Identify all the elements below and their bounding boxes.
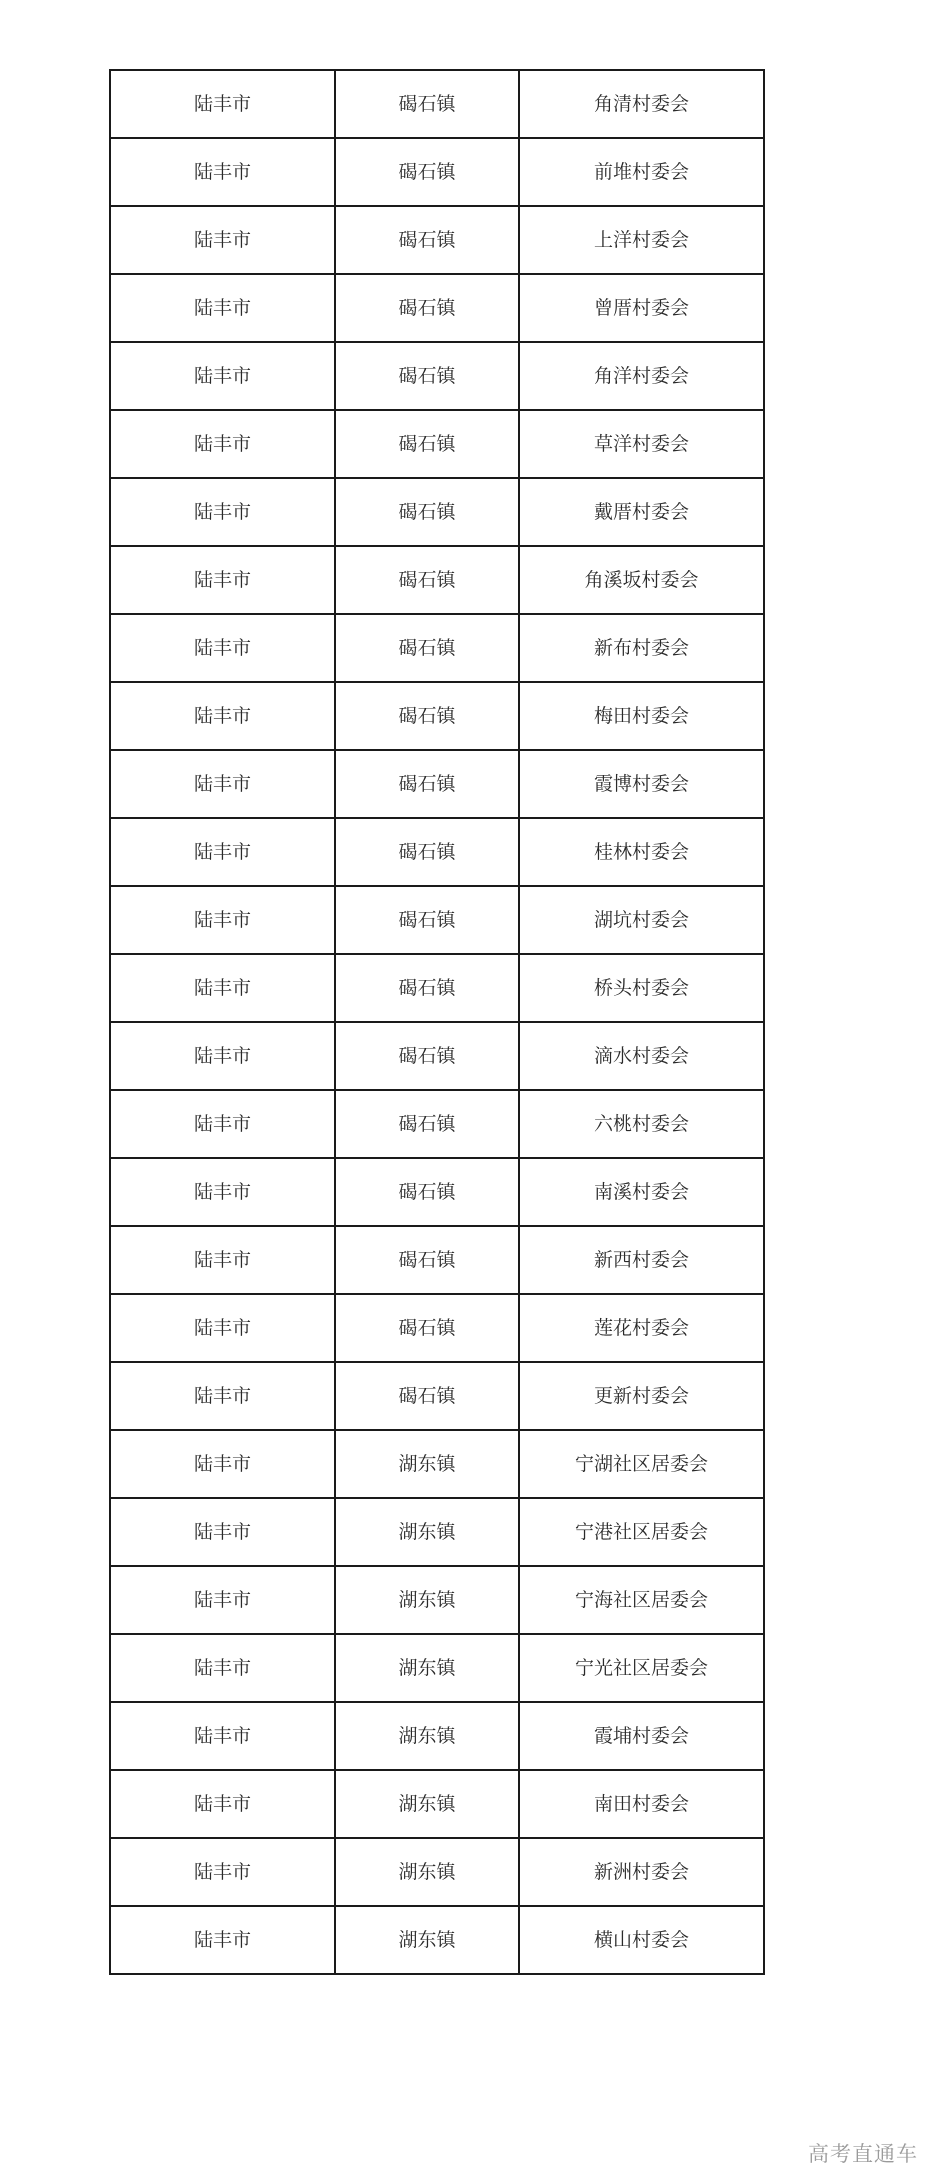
committee-cell: 宁湖社区居委会 (519, 1430, 764, 1498)
table-row (110, 1226, 764, 1294)
committee-cell: 草洋村委会 (519, 410, 764, 478)
committee-cell: 更新村委会 (519, 1362, 764, 1430)
town-cell: 碣石镇 (335, 70, 519, 138)
town-cell: 碣石镇 (335, 1022, 519, 1090)
table-row (110, 1770, 764, 1838)
town-cell: 碣石镇 (335, 750, 519, 818)
committee-cell: 宁港社区居委会 (519, 1498, 764, 1566)
town-cell: 碣石镇 (335, 138, 519, 206)
city-cell: 陆丰市 (110, 818, 335, 886)
city-cell: 陆丰市 (110, 614, 335, 682)
committee-cell: 宁海社区居委会 (519, 1566, 764, 1634)
town-cell: 碣石镇 (335, 886, 519, 954)
city-cell: 陆丰市 (110, 1294, 335, 1362)
city-cell: 陆丰市 (110, 1702, 335, 1770)
city-cell: 陆丰市 (110, 1498, 335, 1566)
city-cell: 陆丰市 (110, 886, 335, 954)
committee-cell: 横山村委会 (519, 1906, 764, 1974)
town-cell: 碣石镇 (335, 546, 519, 614)
table-row (110, 1430, 764, 1498)
city-cell: 陆丰市 (110, 342, 335, 410)
town-cell: 湖东镇 (335, 1838, 519, 1906)
town-cell: 碣石镇 (335, 410, 519, 478)
committee-cell: 前堆村委会 (519, 138, 764, 206)
town-cell: 碣石镇 (335, 342, 519, 410)
village-committee-table (109, 69, 765, 1975)
city-cell: 陆丰市 (110, 1226, 335, 1294)
town-cell: 碣石镇 (335, 1226, 519, 1294)
town-cell: 湖东镇 (335, 1634, 519, 1702)
town-cell: 碣石镇 (335, 614, 519, 682)
table-row (110, 1294, 764, 1362)
table-row (110, 750, 764, 818)
table-row (110, 1090, 764, 1158)
committee-cell: 上洋村委会 (519, 206, 764, 274)
committee-cell: 新西村委会 (519, 1226, 764, 1294)
table-row (110, 1022, 764, 1090)
table-row (110, 614, 764, 682)
committee-cell: 角溪坂村委会 (519, 546, 764, 614)
city-cell: 陆丰市 (110, 1430, 335, 1498)
city-cell: 陆丰市 (110, 546, 335, 614)
table-row (110, 1702, 764, 1770)
table-row (110, 478, 764, 546)
city-cell: 陆丰市 (110, 682, 335, 750)
town-cell: 碣石镇 (335, 206, 519, 274)
town-cell: 湖东镇 (335, 1430, 519, 1498)
town-cell: 湖东镇 (335, 1770, 519, 1838)
committee-cell: 新洲村委会 (519, 1838, 764, 1906)
city-cell: 陆丰市 (110, 410, 335, 478)
city-cell: 陆丰市 (110, 138, 335, 206)
table-row (110, 274, 764, 342)
city-cell: 陆丰市 (110, 1566, 335, 1634)
committee-cell: 南田村委会 (519, 1770, 764, 1838)
town-cell: 碣石镇 (335, 1090, 519, 1158)
town-cell: 碣石镇 (335, 682, 519, 750)
watermark-text: 高考直通车 (808, 2142, 918, 2166)
table-row (110, 138, 764, 206)
city-cell: 陆丰市 (110, 1838, 335, 1906)
city-cell: 陆丰市 (110, 954, 335, 1022)
town-cell: 碣石镇 (335, 478, 519, 546)
town-cell: 湖东镇 (335, 1566, 519, 1634)
table-row (110, 818, 764, 886)
committee-cell: 曾厝村委会 (519, 274, 764, 342)
table-row (110, 1498, 764, 1566)
committee-cell: 梅田村委会 (519, 682, 764, 750)
committee-cell: 新布村委会 (519, 614, 764, 682)
city-cell: 陆丰市 (110, 274, 335, 342)
committee-cell: 滴水村委会 (519, 1022, 764, 1090)
town-cell: 碣石镇 (335, 818, 519, 886)
town-cell: 碣石镇 (335, 954, 519, 1022)
town-cell: 碣石镇 (335, 1362, 519, 1430)
town-cell: 碣石镇 (335, 1158, 519, 1226)
city-cell: 陆丰市 (110, 70, 335, 138)
city-cell: 陆丰市 (110, 1158, 335, 1226)
table-row (110, 1566, 764, 1634)
town-cell: 碣石镇 (335, 1294, 519, 1362)
committee-cell: 宁光社区居委会 (519, 1634, 764, 1702)
table-row (110, 954, 764, 1022)
city-cell: 陆丰市 (110, 1090, 335, 1158)
city-cell: 陆丰市 (110, 750, 335, 818)
city-cell: 陆丰市 (110, 1634, 335, 1702)
committee-cell: 角洋村委会 (519, 342, 764, 410)
committee-cell: 霞埔村委会 (519, 1702, 764, 1770)
town-cell: 湖东镇 (335, 1906, 519, 1974)
table-row (110, 682, 764, 750)
city-cell: 陆丰市 (110, 478, 335, 546)
table-row (110, 70, 764, 138)
table-row (110, 886, 764, 954)
committee-cell: 桥头村委会 (519, 954, 764, 1022)
table-row (110, 546, 764, 614)
table-row (110, 206, 764, 274)
committee-cell: 戴厝村委会 (519, 478, 764, 546)
table-row (110, 1838, 764, 1906)
table-row (110, 1362, 764, 1430)
city-cell: 陆丰市 (110, 206, 335, 274)
table-row (110, 1634, 764, 1702)
table-row (110, 1158, 764, 1226)
city-cell: 陆丰市 (110, 1906, 335, 1974)
table-row (110, 410, 764, 478)
city-cell: 陆丰市 (110, 1362, 335, 1430)
committee-cell: 桂林村委会 (519, 818, 764, 886)
city-cell: 陆丰市 (110, 1022, 335, 1090)
committee-cell: 湖坑村委会 (519, 886, 764, 954)
committee-cell: 六桃村委会 (519, 1090, 764, 1158)
town-cell: 湖东镇 (335, 1702, 519, 1770)
table-row (110, 1906, 764, 1974)
town-cell: 碣石镇 (335, 274, 519, 342)
town-cell: 湖东镇 (335, 1498, 519, 1566)
committee-cell: 莲花村委会 (519, 1294, 764, 1362)
committee-cell: 霞博村委会 (519, 750, 764, 818)
city-cell: 陆丰市 (110, 1770, 335, 1838)
table-row (110, 342, 764, 410)
committee-cell: 南溪村委会 (519, 1158, 764, 1226)
table-body (110, 70, 764, 1974)
committee-cell: 角清村委会 (519, 70, 764, 138)
